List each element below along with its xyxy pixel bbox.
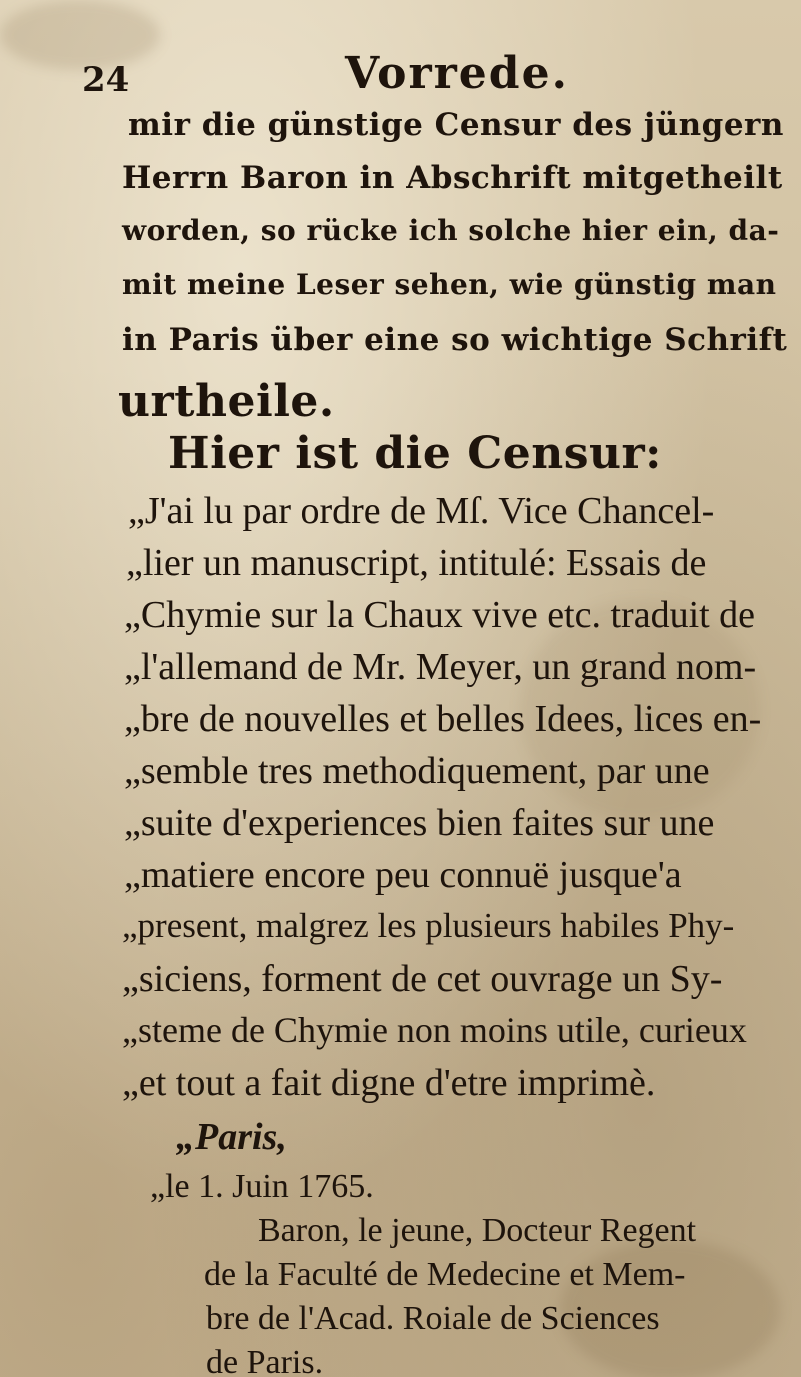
text-line: „l'allemand de Mr. Meyer, un grand nom- xyxy=(124,646,757,688)
signature-line: bre de l'Acad. Roiale de Sciences xyxy=(206,1300,660,1337)
text-line: „steme de Chymie non moins utile, curieux xyxy=(122,1010,747,1050)
text-line: mit meine Leser sehen, wie günstig man xyxy=(122,268,777,301)
text-line: „J'ai lu par ordre de Mſ. Vice Chancel- xyxy=(128,490,715,532)
text-line: mir die günstige Censur des jüngern xyxy=(128,107,784,143)
text-line: „semble tres methodiquement, par une xyxy=(124,750,710,792)
censur-heading: Hier ist die Censur: xyxy=(168,428,662,479)
page-number: 24 xyxy=(82,60,130,100)
text-line: „Chymie sur la Chaux vive etc. traduit de xyxy=(124,594,756,636)
place-line: „Paris, xyxy=(176,1116,287,1158)
signature-line: de Paris. xyxy=(206,1344,324,1377)
text-line: „et tout a fait digne d'etre imprimè. xyxy=(122,1062,656,1104)
text-line: in Paris über eine so wichtige Schrift xyxy=(122,322,788,358)
paper-stain xyxy=(0,0,160,70)
text-line: „lier un manuscript, intitulé: Essais de xyxy=(126,542,707,584)
text-line: „bre de nouvelles et belles Idees, lices en- xyxy=(124,698,762,740)
running-title: Vorrede. xyxy=(345,48,569,99)
text-line: „suite d'experiences bien faites sur une xyxy=(124,802,715,844)
text-line: „siciens, forment de cet ouvrage un Sy- xyxy=(122,958,723,1000)
text-line: „present, malgrez les plusieurs habiles Phy- xyxy=(122,906,735,945)
text-line: „matiere encore peu connuë jusque'a xyxy=(124,854,682,896)
text-line: Herrn Baron in Abschrift mitgetheilt xyxy=(122,160,783,196)
signature-line: de la Faculté de Medecine et Mem- xyxy=(204,1256,686,1293)
date-line: „le 1. Juin 1765. xyxy=(150,1168,374,1205)
text-line: urtheile. xyxy=(118,376,335,427)
signature-line: Baron, le jeune, Docteur Regent xyxy=(258,1212,697,1249)
text-line: worden, so rücke ich solche hier ein, da- xyxy=(122,214,780,247)
